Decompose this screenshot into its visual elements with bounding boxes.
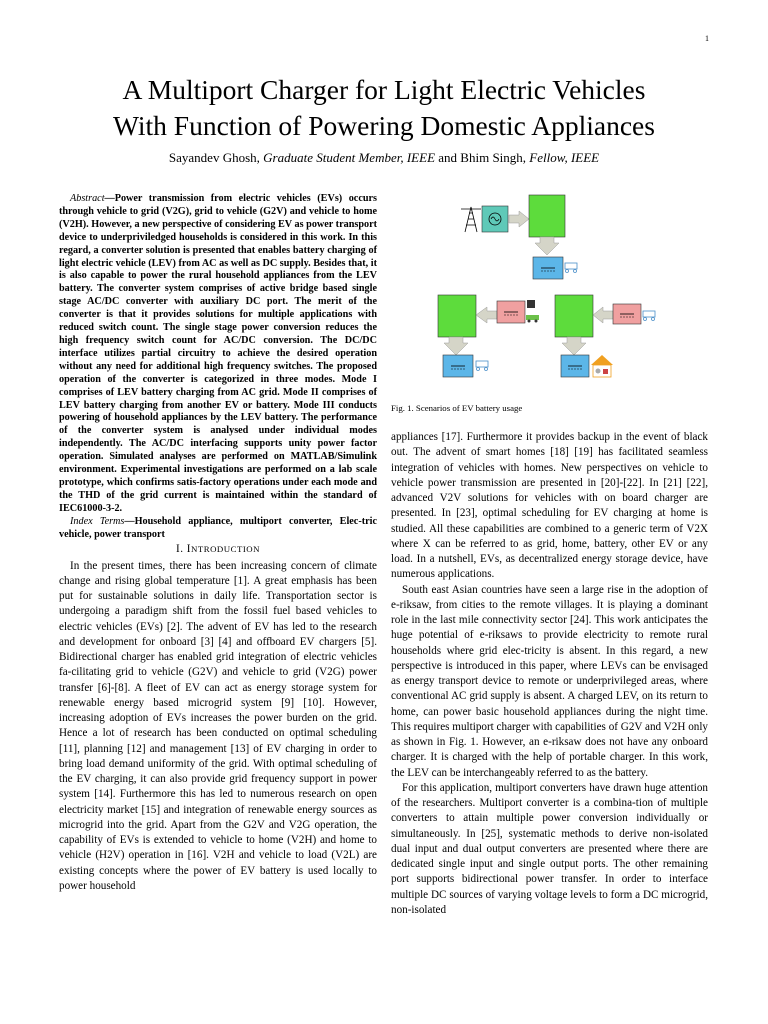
converter-block-top — [529, 195, 565, 237]
author-conjunction: and — [435, 150, 461, 165]
arrow-down-icon — [562, 337, 586, 355]
author-line — [0, 150, 768, 166]
title-line-1: A Multiport Charger for Light Electric Vehicles — [122, 74, 646, 105]
author-2-name: Bhim Singh, — [460, 150, 530, 165]
index-terms-text: —Household appliance, multiport converter, Elec-tric vehicle, power transport — [59, 515, 377, 540]
body-paragraph: For this application, multiport converters have drawn huge attention of the researchers. Multiport converter is a combina-tion of multiple converters to attain multiple power conversion individually or simultaneously. In [25], systematic methods to derive non-isolated dual input and dual output converters are presented where there are dedicated single input and single output ports. The other remaining port supports bidirectional power transfer. In order to interface multiple DC sources of varying voltage levels to form a DC microgrid, non-isolated — [391, 781, 708, 916]
abstract-label: Abstract — [70, 193, 105, 204]
arrow-left-icon — [593, 307, 613, 323]
index-terms-label: Index Terms — [70, 515, 125, 527]
page-number: 1 — [705, 34, 709, 43]
left-column — [59, 193, 377, 894]
arrow-left-icon — [476, 307, 497, 323]
converter-block-left — [438, 295, 476, 337]
arrow-down-icon — [444, 337, 468, 355]
section-name: NTRODUCTION — [190, 544, 261, 555]
arrow-right-icon — [509, 211, 529, 227]
figure-ev-scenarios — [425, 187, 665, 387]
figure-caption: Fig. 1. Scenarios of EV battery usage — [391, 403, 523, 413]
rickshaw-icon — [643, 311, 655, 321]
author-1-name: Sayandev Ghosh, — [168, 150, 264, 165]
rickshaw-icon — [476, 361, 488, 371]
rickshaw-icon — [565, 263, 577, 273]
body-paragraph: South east Asian countries have seen a large rise in the adoption of e-riksaw, from cities to the remote villages. It is playing a dominant role in the last mile connectivity sector [24]. This work anticipates the huge potential of e-riksaws to provide electricity to remote rural households where grid elec-tricity is absent. In this regard, a new perspective is introduced in this paper, where LEVs can be envisaged as energy transport device to remote or underprivileged areas, where conventional AC grid supply is absent. A charged LEV, on its return to home, can power basic household appliances during the night time. This requires multiport charger with capabilities of G2V and V2H only as shown in Fig. 1. However, an e-riksaw does not have any onboard charger. It is charged with the help of portable charger. In this work, the LEV can be interchangeably referred to as the battery. — [391, 583, 708, 779]
house-icon — [591, 355, 613, 377]
grid-tower-icon — [461, 207, 481, 232]
abstract — [59, 193, 377, 516]
section-heading-introduction — [59, 542, 377, 557]
paper-title — [0, 72, 768, 144]
right-column — [391, 430, 708, 918]
section-number: I. I — [175, 543, 191, 556]
body-paragraph: In the present times, there has been increasing concern of climate change and rising global temperature [1]. A great emphasis has been put for sustainable solutions in daily life. Transportation sector is undergoing a paradigm shift from the fossil fuel based vehicles to electric vehicles (EVs) [2]. The advent of EV has led to the research and development for onboard [3] [4] and offboard EV chargers [5]. Bidirectional charger has enabled grid integration of electric vehicles fa-cilitating grid to vehicle (G2V) and vehicle to grid (V2G) power transfer [6]-[8]. A fleet of EV can act as energy storage system for renewable energy based microgrid system [9] [10]. However, increasing adoption of EVs increases the power burden on the grid. Hence a lot of research has been conducted on optimal scheduling [11], planning [12] and management [13] of EV charging in order to bring load demand uniformity of the grid. With optimal scheduling of the EV charging, it can also provide grid frequency support in power system [14]. Furthermore this has led to numerous research on open electricity market [15] and integration of renewable energy sources as microgrid into the grid. Apart from the G2V and V2G operation, the capability of EVs is extended to vehicle to home (V2H) and home to vehicle (H2V) operation in [16]. V2H and vehicle to load (V2L) are existing concepts where the power of EV battery is used locally to power household — [59, 559, 377, 892]
body-paragraph: appliances [17]. Furthermore it provides backup in the event of black out. The advent of smart homes [18] [19] has facilitated seamless integration of vehicles with homes. New perspectives on vehicle to vehicle power transmission are presented in [20]-[22]. In [21] [22], advanced V2V solutions for vehicles with on board charger are presented. In [23], optimal scheduling for EV charging at home is studied. All these capabilities are combined to a generic term of V2X where X can be referred to as grid, home, battery, other EV or any load. In a nutshell, EVs, as decentralized energy storage device, have numerous applications. — [391, 431, 708, 581]
arrow-down-icon — [535, 237, 559, 255]
author-1-role: Graduate Student Member, IEEE — [263, 150, 436, 165]
ev-car-icon — [526, 300, 539, 323]
author-2-role: Fellow, IEEE — [529, 150, 600, 165]
index-terms — [59, 516, 377, 542]
title-line-2: With Function of Powering Domestic Appliances — [113, 110, 655, 141]
converter-block-right — [555, 295, 593, 337]
abstract-text: —Power transmission from electric vehicles (EVs) occurs through vehicle to grid (V2G), grid to vehicle (G2V) and vehicle to home (V2H). However, a new perspective of considering EV as power transport device to underpriviledged households is considered in this work. In this regard, a converter solution is presented that enables battery charging of light electric vehicle (LEV) from AC as well as DC supply. Besides that, it is also capable to power the rural household appliances from the LEV battery. The converter system comprises of active bridge based single stage AC/DC converter with auxiliary DC port. The merit of the converter is that it provides solutions for multiple applications with reduced switch count. The single stage power conversion reduces the high frequency switch count for AC/DC conversion. The DC/DC interface utilizes partial circuitry to achieve the desired operation without any need for additional high frequency switches. The proposed operation of the converter is categorized in three modes. Mode I comprises of LEV battery charging from AC grid. Mode II comprises of LEV battery charging from another EV or battery. Mode III conducts powering of household appliances by the LEV battery. The performance of the converter system is analysed under individual modes independently. The AC/DC interfacing supports unity power factor operation. Simulated analyses are performed on MATLAB/Simulink environment. Experimental investigations are performed on a lab scale prototype, which confirms satis-factory operations under each mode and the THD of the grid current is maintained within the standard of IEC61000-3-2. — [59, 193, 377, 514]
